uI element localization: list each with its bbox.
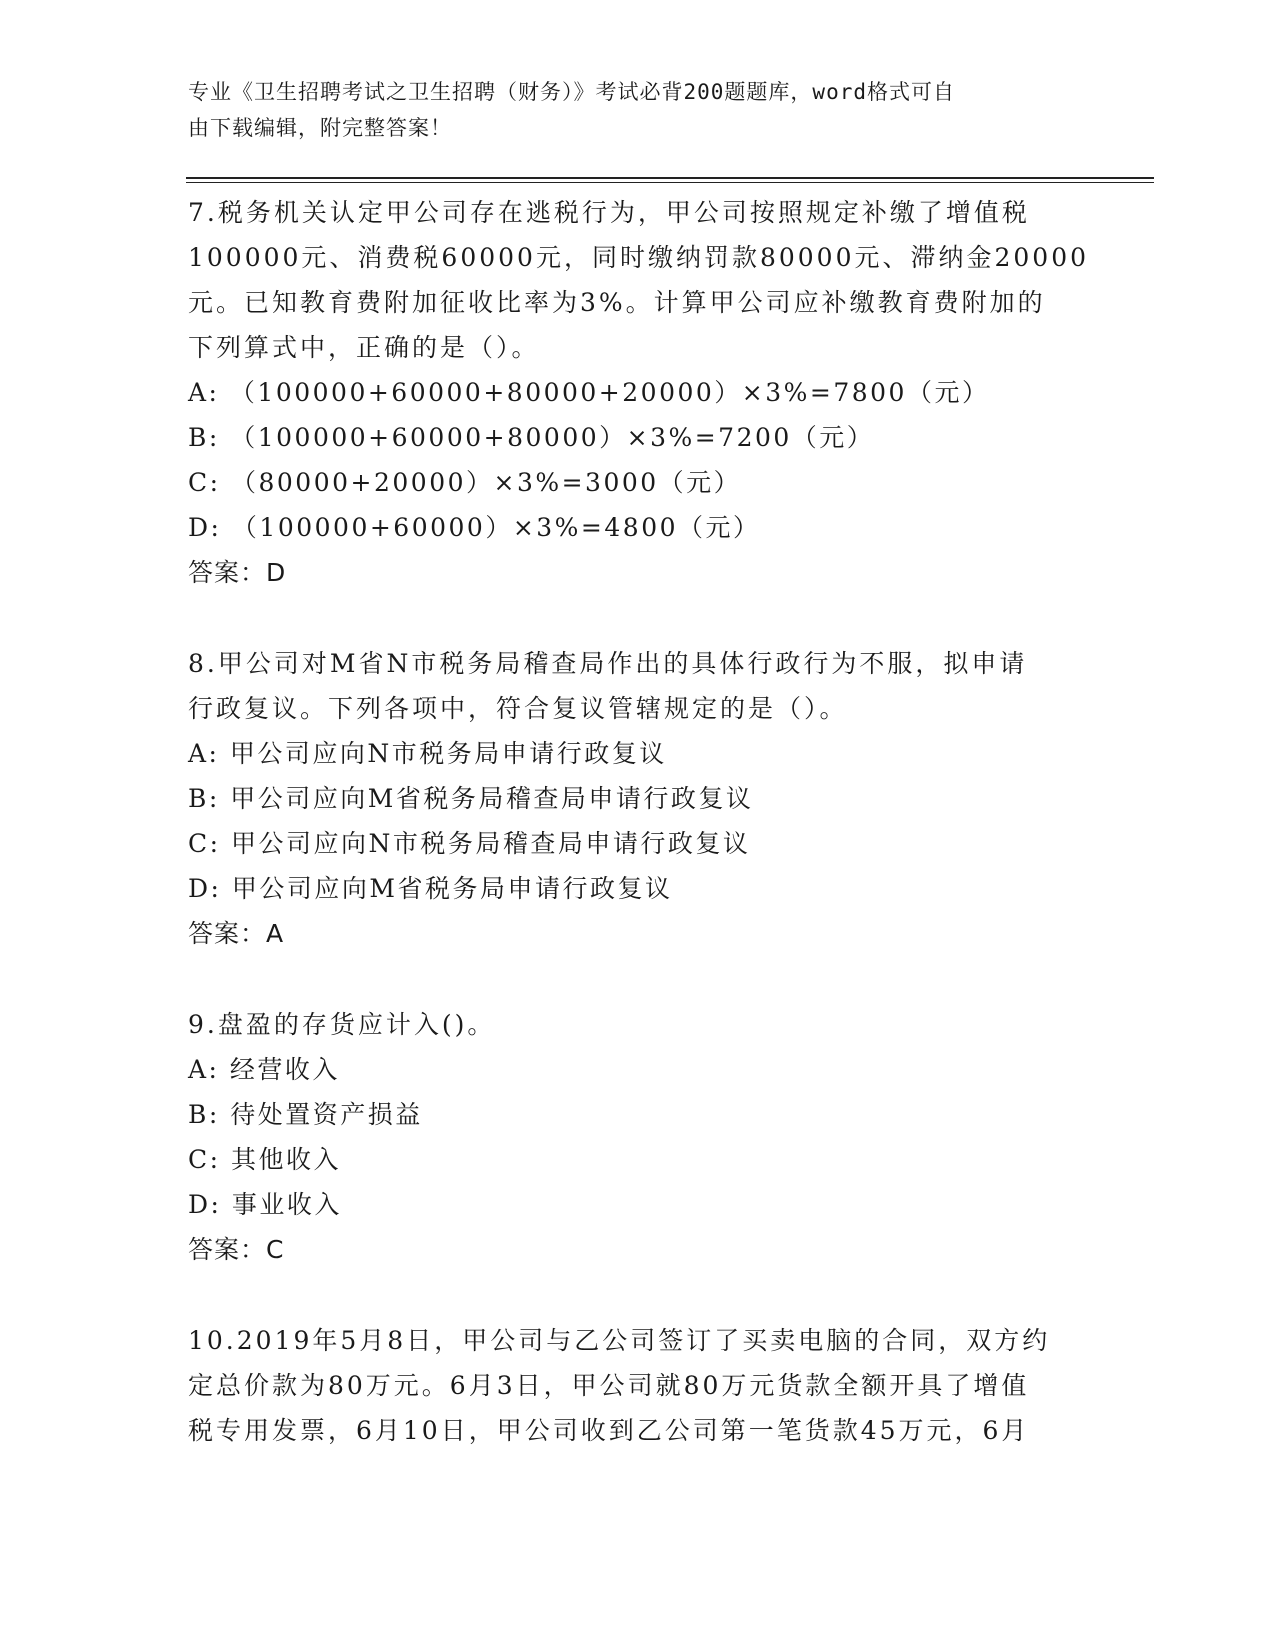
question-line: 定总价款为80万元。6月3日，甲公司就80万元货款全额开具了增值 [188, 1371, 1030, 1400]
question-line: 行政复议。下列各项中，符合复议管辖规定的是（）。 [188, 694, 848, 723]
question-line: 9.盘盈的存货应计入()。 [188, 1010, 496, 1039]
option-d: D: 甲公司应向M省税务局申请行政复议 [188, 874, 673, 903]
answer: 答案：C [188, 1235, 285, 1264]
header-rule-thin [186, 182, 1154, 183]
question-7 [188, 190, 1108, 595]
option-b: B: 甲公司应向M省税务局稽查局申请行政复议 [188, 784, 754, 813]
spacer [188, 595, 1108, 641]
question-10 [188, 1318, 1108, 1453]
header-line-1: 专业《卫生招聘考试之卫生招聘（财务）》考试必背200题题库，word格式可自 [188, 80, 955, 104]
question-9 [188, 1002, 1108, 1272]
answer: 答案：A [188, 919, 285, 948]
option-c: C: 其他收入 [188, 1145, 341, 1174]
question-8 [188, 641, 1108, 956]
question-line: 8.甲公司对M省N市税务局稽查局作出的具体行政行为不服，拟申请 [188, 649, 1028, 678]
question-list [188, 190, 1108, 1453]
header-rule-thick [186, 177, 1154, 179]
document-header [188, 74, 1068, 146]
option-d: D: （100000+60000）×3%=4800（元） [188, 513, 761, 542]
question-line: 100000元、消费税60000元，同时缴纳罚款80000元、滞纳金20000 [188, 243, 1090, 272]
question-line: 税专用发票，6月10日，甲公司收到乙公司第一笔货款45万元，6月 [188, 1416, 1030, 1445]
option-a: A: 甲公司应向N市税务局申请行政复议 [188, 739, 667, 768]
answer: 答案：D [188, 558, 287, 587]
question-line: 下列算式中，正确的是（）。 [188, 333, 540, 362]
question-line: 7.税务机关认定甲公司存在逃税行为，甲公司按照规定补缴了增值税 [188, 198, 1030, 227]
option-c: C: 甲公司应向N市税务局稽查局申请行政复议 [188, 829, 751, 858]
option-c: C: （80000+20000）×3%=3000（元） [188, 468, 742, 497]
option-b: B: （100000+60000+80000）×3%=7200（元） [188, 423, 875, 452]
option-b: B: 待处置资产损益 [188, 1100, 423, 1129]
option-a: A: 经营收入 [188, 1055, 340, 1084]
spacer [188, 1272, 1108, 1318]
option-d: D: 事业收入 [188, 1190, 342, 1219]
header-line-2: 由下载编辑，附完整答案！ [188, 116, 452, 140]
question-line: 10.2019年5月8日，甲公司与乙公司签订了买卖电脑的合同，双方约 [188, 1326, 1051, 1355]
question-line: 元。已知教育费附加征收比率为3%。计算甲公司应补缴教育费附加的 [188, 288, 1046, 317]
spacer [188, 956, 1108, 1002]
option-a: A: （100000+60000+80000+20000）×3%=7800（元） [188, 378, 990, 407]
